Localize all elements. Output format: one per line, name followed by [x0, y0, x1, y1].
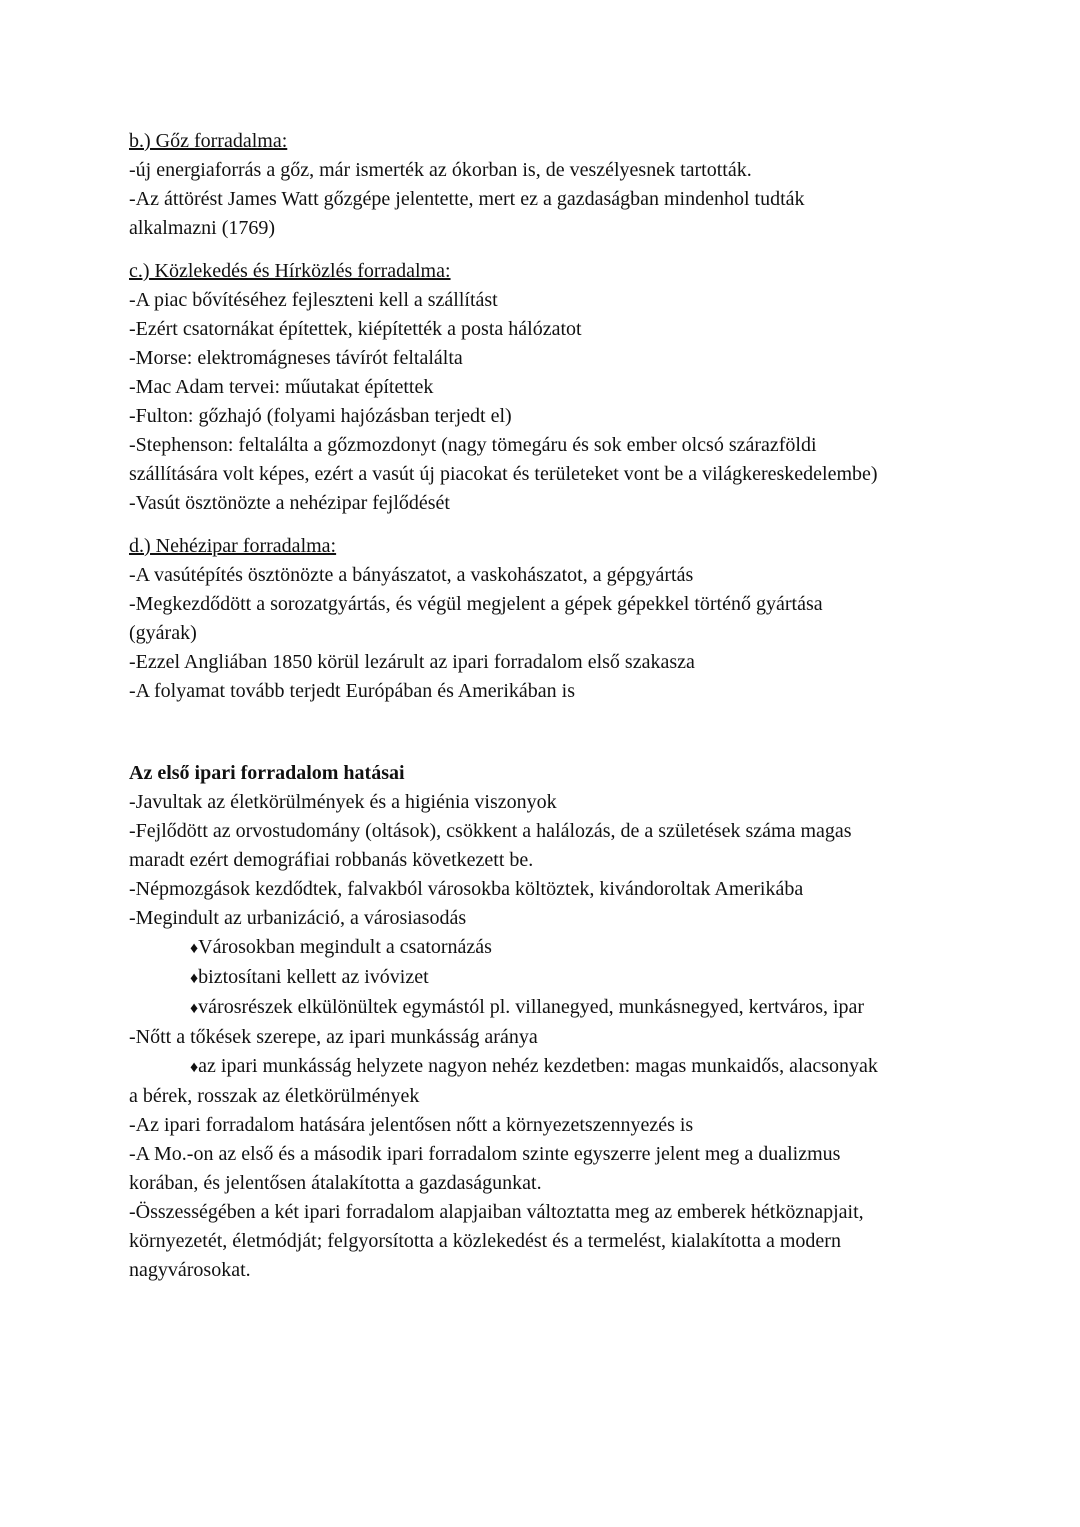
diamond-bullet-icon: ♦: [190, 970, 199, 987]
text-line: -Összességében a két ipari forradalom alapjaiban változtatta meg az emberek hétköznapjait,: [129, 1201, 864, 1223]
section-heavy-industry-revolution: [129, 532, 950, 706]
bullet-text: biztosítani kellett az ivóvizet: [198, 966, 429, 988]
section-heading: b.) Gőz forradalma:: [129, 130, 288, 152]
section-steam-revolution: [129, 127, 950, 243]
diamond-bullet-icon: ♦: [190, 940, 199, 957]
bullet-item: [129, 1052, 950, 1082]
diamond-bullet-icon: ♦: [190, 1000, 199, 1017]
text-line: nagyvárosokat.: [129, 1259, 251, 1281]
text-line: (gyárak): [129, 622, 197, 644]
diamond-bullet-icon: ♦: [190, 1059, 199, 1076]
text-line: környezetét, életmódját; felgyorsította a közlekedést és a termelést, kialakította a modern: [129, 1230, 841, 1252]
text-line: maradt ezért demográfiai robbanás következett be.: [129, 849, 534, 871]
text-line: -Nőtt a tőkések szerepe, az ipari munkásság aránya: [129, 1026, 538, 1048]
text-line: -Vasút ösztönözte a nehézipar fejlődését: [129, 492, 450, 514]
bullet-text: az ipari munkásság helyzete nagyon nehéz kezdetben: magas munkaidős, alacsonyak: [198, 1055, 878, 1077]
text-line: -Az ipari forradalom hatására jelentősen nőtt a környezetszennyezés is: [129, 1114, 694, 1136]
text-line: -Morse: elektromágneses távírót feltalálta: [129, 347, 463, 369]
text-line: -Megindult az urbanizáció, a városiasodás: [129, 907, 467, 929]
text-line: szállítására volt képes, ezért a vasút új piacokat és területeket vont be a világkereskedelembe): [129, 463, 878, 485]
bullet-item: [129, 933, 950, 963]
text-line: -Javultak az életkörülmények és a higiénia viszonyok: [129, 791, 557, 813]
text-line: -Ezért csatornákat építettek, kiépítették a posta hálózatot: [129, 318, 582, 340]
text-line: -A Mo.-on az első és a második ipari forradalom szinte egyszerre jelent meg a dualizmus: [129, 1143, 841, 1165]
text-line: -új energiaforrás a gőz, már ismerték az ókorban is, de veszélyesnek tartották.: [129, 159, 752, 181]
section-heading: d.) Nehézipar forradalma:: [129, 535, 337, 557]
text-line: -Stephenson: feltalálta a gőzmozdonyt (nagy tömegáru és sok ember olcsó szárazföldi: [129, 434, 817, 456]
text-line: alkalmazni (1769): [129, 217, 276, 239]
text-line: -Megkezdődött a sorozatgyártás, és végül megjelent a gépek gépekkel történő gyártása: [129, 593, 823, 615]
text-line: -A folyamat tovább terjedt Európában és Amerikában is: [129, 680, 575, 702]
bullet-item: [129, 993, 950, 1023]
text-line: -Népmozgások kezdődtek, falvakból városokba költöztek, kivándoroltak Amerikába: [129, 878, 804, 900]
text-line: korában, és jelentősen átalakította a gazdaságunkat.: [129, 1172, 542, 1194]
text-line: -Fulton: gőzhajó (folyami hajózásban terjedt el): [129, 405, 512, 427]
text-line: -Ezzel Angliában 1850 körül lezárult az ipari forradalom első szakasza: [129, 651, 695, 673]
bullet-text: Városokban megindult a csatornázás: [198, 936, 492, 958]
section-title: Az első ipari forradalom hatásai: [129, 762, 405, 784]
text-line: -A vasútépítés ösztönözte a bányászatot, a vaskohászatot, a gépgyártás: [129, 564, 694, 586]
text-line: -Mac Adam tervei: műutakat építettek: [129, 376, 434, 398]
section-transport-revolution: [129, 257, 950, 518]
text-line: -Fejlődött az orvostudomány (oltások), csökkent a halálozás, de a születések száma magas: [129, 820, 852, 842]
bullet-text: városrészek elkülönültek egymástól pl. villanegyed, munkásnegyed, kertváros, ipar: [198, 996, 865, 1018]
text-line: a bérek, rosszak az életkörülmények: [129, 1085, 420, 1107]
section-effects: [129, 759, 950, 1285]
text-line: -A piac bővítéséhez fejleszteni kell a szállítást: [129, 289, 498, 311]
text-line: -Az áttörést James Watt gőzgépe jelentette, mert ez a gazdaságban mindenhol tudták: [129, 188, 805, 210]
section-heading: c.) Közlekedés és Hírközlés forradalma:: [129, 260, 451, 282]
bullet-item: [129, 963, 950, 993]
